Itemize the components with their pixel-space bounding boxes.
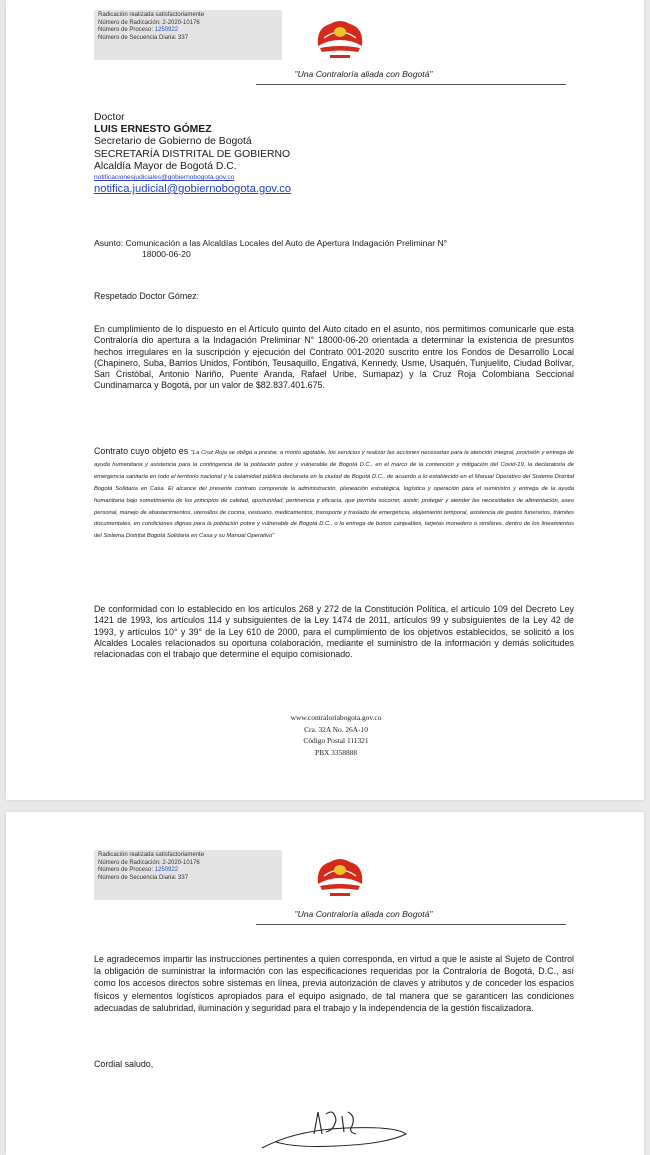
recipient-title: Doctor (94, 112, 125, 123)
radication-stamp-2 (94, 850, 282, 900)
recipient-office: SECRETARÍA DISTRITAL DE GOBIERNO (94, 148, 291, 160)
footer-website: www.contraloriabogota.gov.co (290, 713, 382, 722)
footer-address: Cra. 32A No. 26A-10 (304, 724, 368, 734)
footer-phone: PBX 3358888 (314, 747, 358, 757)
stamp-line-4: Número de Secuencia Diaria: 337 (98, 874, 189, 881)
paragraph-4: Le agradecemos impartir las instrucciones pertinentes a quien corresponda, en virtud a que le asiste al Sujeto de Control la obligación de suministrar la información con las especificaciones requeridas por la Contraloría de Bogotá, D.C., así como los accesos directos sobre sistemas en línea, previa autorización de claves y atributos y de conceder los espacios físicos y elementos logísticos apropiados para el equipo asignado, de tal manera que se garanticen las condiciones adecuadas de salubridad, iluminación y seguridad para el trabajo y la independencia de la gestión fiscalizadora. (94, 954, 574, 1013)
process-number: 1250922 (154, 867, 179, 873)
header-divider (256, 84, 566, 85)
contraloria-logo-icon (312, 854, 368, 900)
page-footer (256, 712, 416, 758)
subject-reference: 18000-06-20 (142, 249, 191, 259)
paragraph-2-lead: Contrato cuyo objeto es (94, 446, 189, 456)
document-page-2 (6, 812, 644, 1155)
recipient-block (94, 112, 291, 196)
contraloria-logo-icon (312, 16, 368, 62)
stamp-line-2: Número de Radicación: 2-2020-10176 (98, 859, 200, 866)
stamp-line-3: Número de Proceso: 1250922 (98, 27, 179, 33)
stamp-line-1: Radicación realizada satisfactoriamente (98, 852, 205, 858)
process-number: 1250922 (154, 27, 179, 33)
footer-postal: Código Postal 111321 (303, 736, 369, 746)
subject-line (94, 238, 574, 260)
stamp-line-2: Número de Radicación: 2-2020-10176 (98, 19, 200, 26)
stamp-line-3: Número de Proceso: 1250922 (98, 867, 179, 873)
email-link-large[interactable]: notifica.judicial@gobiernobogota.gov.co (94, 183, 292, 196)
subject-text: Asunto: Comunicación a las Alcaldías Locales del Auto de Apertura Indagación Preliminar N° (94, 238, 448, 248)
institution-motto: "Una Contraloría aliada con Bogotá" (294, 909, 433, 919)
paragraph-2 (94, 446, 574, 541)
stamp-line-1: Radicación realizada satisfactoriamente (98, 12, 205, 18)
contract-object-quote: "La Cruz Roja se obliga a prestar, a monto agotable, los servicios y realizar las acciones necesarias para la atención integral, provisión y entrega de ayuda humanitaria y asistencia para la contingencia de la población pobre y vulnerable de Bogotá D.C., en el marco de la contención y mitigación del Covid-19, la declaratoria de emergencia sanitaria en todo el territorio nacional y la calamidad pública declarada en la ciudad de Bogotá D.C., de acuerdo a lo establecido en el Manual Operativo del Sistema Distrital Bogotá Solidaria en Casa. El alcance del presente contrato comprende la administración, planeación estratégica, logística y operación para el suministro y entrega de la ayuda humanitaria bajo sometimiento de los principios de calidad, oportunidad, pertinencia y eficacia, que permita socorrer, asistir, proteger y atender las necesidades de alimentación, aseo personal, manejo de abastecimientos, utensilios de cocina, vestuario, medicamentos, transporte y traslado de emergencia, alojamiento temporal, asistencia de gastos funerarios, trámites documentales, en condiciones dignas para la población pobre y vulnerable de Bogotá D.C., o la entrega de bonos canjeables, tarjetas monedero o similares, dentro de los lineamientos del Sistema Distrital Bogotá Solidaria en Casa y su Manual Operativo" (94, 450, 574, 540)
institution-motto: "Una Contraloría aliada con Bogotá" (294, 69, 433, 79)
radication-stamp (94, 10, 282, 60)
email-link-small[interactable]: notificacionesjudiciales@gobiernobogota.gov.co (94, 174, 235, 182)
recipient-entity: Alcaldía Mayor de Bogotá D.C. (94, 160, 237, 172)
stamp-line-4: Número de Secuencia Diaria: 337 (98, 34, 189, 41)
paragraph-1: En cumplimiento de lo dispuesto en el Artículo quinto del Auto citado en el asunto, nos permitimos comunicarle que esta Contraloría dio apertura a la Indagación Preliminar N° 18000-06-20 orientada a determinar la existencia de presuntos hechos irregulares en la suscripción y ejecución del Contrato 001-2020 suscrito entre los Fondos de Desarrollo Local (Chapinero, Suba, Barrios Unidos, Fontibón, Teusaquillo, Engativá, Kennedy, Usme, Usaquén, Tunjuelito, Ciudad Bolívar, San Cristóbal, Antonio Nariño, Puente Aranda, Rafael Uribe, Sumapaz) y la Cruz Roja Colombiana Seccional Cundinamarca y Bogotá, por un valor de $82.837.401.675. (94, 324, 574, 391)
signature-icon (256, 1104, 416, 1155)
greeting: Respetado Doctor Gómez: (94, 291, 200, 301)
recipient-name: LUIS ERNESTO GÓMEZ (94, 124, 212, 136)
document-page-1 (6, 0, 644, 800)
closing: Cordial saludo, (94, 1059, 154, 1069)
header-divider (256, 924, 566, 925)
recipient-role: Secretario de Gobierno de Bogotá (94, 136, 252, 148)
paragraph-3: De conformidad con lo establecido en los artículos 268 y 272 de la Constitución Política, el artículo 109 del Decreto Ley 1421 de 1993, los artículos 114 y subsiguientes de la Ley 1474 de 2011, artículos 99 y subsiguientes de la Ley 42 de 1993, y artículos 10° y 39° de la Ley 610 de 2000, para el cumplimiento de los objetivos establecidos, se solicitó a los Alcaldes Locales relacionados su oportuna colaboración, mediante el suministro de la información y demás solicitudes relacionadas con el trabajo que determine el equipo comisionado. (94, 604, 574, 660)
